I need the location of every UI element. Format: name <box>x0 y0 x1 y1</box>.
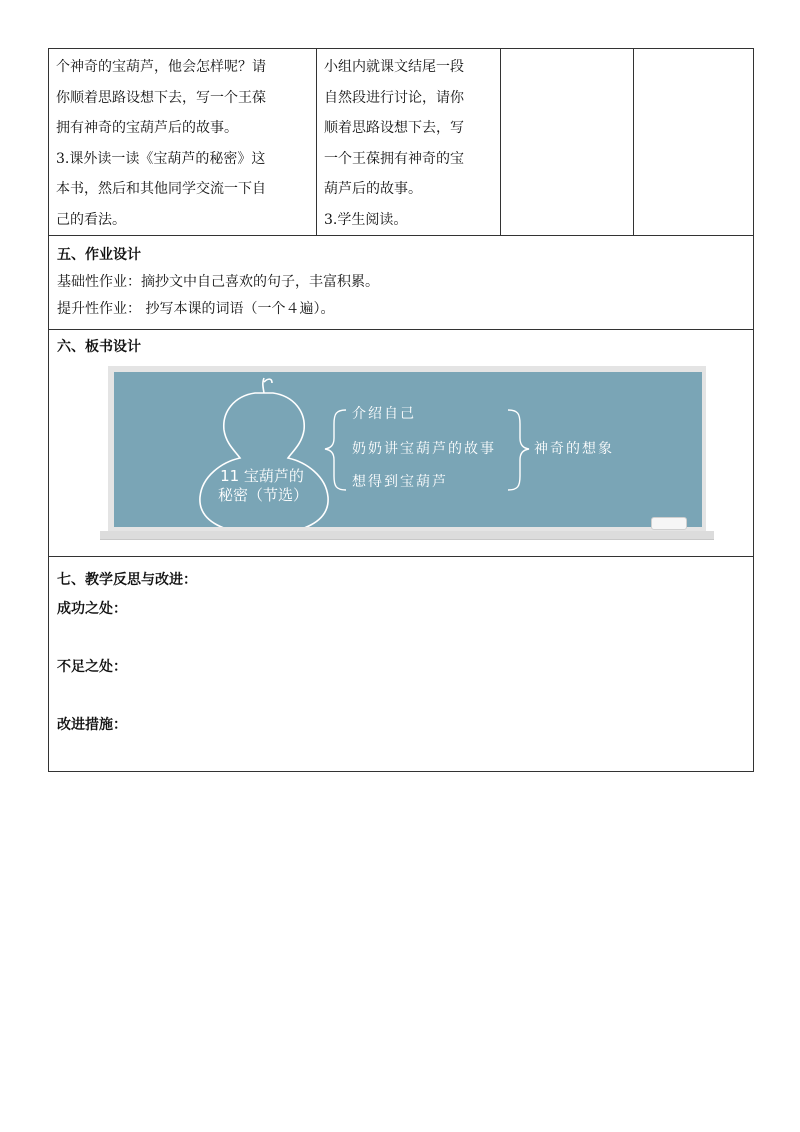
empty-cell <box>634 49 754 236</box>
blackboard-row <box>49 330 754 557</box>
eraser <box>651 517 687 530</box>
blackboard-cell <box>49 330 754 557</box>
text-line: 拥有神奇的宝葫芦后的故事。 <box>56 120 238 136</box>
text-line: 自然段进行讨论，请你 <box>324 89 464 106</box>
board-item-3: 想得到宝葫芦 <box>352 474 448 490</box>
homework-row <box>49 236 754 330</box>
gourd-outline <box>200 393 328 527</box>
text-line: 本书，然后和其他同学交流一下自 <box>56 181 266 197</box>
teacher-activity-cell <box>49 49 317 236</box>
chalk-ledge <box>100 531 714 540</box>
text-line: 个神奇的宝葫芦，他会怎样呢？请 <box>56 59 266 75</box>
blackboard <box>114 372 702 527</box>
reflection-row <box>49 557 754 772</box>
board-item-2: 奶奶讲宝葫芦的故事 <box>352 441 496 457</box>
basic-homework: 基础性作业：摘抄文中自己喜欢的句子，丰富积累。 <box>57 274 379 290</box>
text-line: 葫芦后的故事。 <box>324 181 422 197</box>
advanced-homework: 提升性作业： 抄写本课的词语（一个４遍）。 <box>57 301 335 317</box>
empty-cell <box>501 49 634 236</box>
shortcoming-label: 不足之处： <box>57 659 127 675</box>
section-title-homework: 五、作业设计 <box>57 247 141 263</box>
gourd-stem <box>263 378 272 393</box>
text-line: 一个王葆拥有神奇的宝 <box>324 150 464 167</box>
activity-row <box>49 49 754 236</box>
success-label: 成功之处： <box>57 601 127 617</box>
board-conclusion: 神奇的想象 <box>534 441 614 457</box>
right-brace <box>508 410 529 490</box>
text-line: 己的看法。 <box>56 211 126 228</box>
board-item-1: 介绍自己 <box>352 406 416 422</box>
text-line: 顺着思路设想下去，写 <box>324 120 464 136</box>
gourd-title-line1: 11 宝葫芦的 <box>220 467 304 485</box>
section-title-blackboard: 六、板书设计 <box>57 339 141 355</box>
gourd-title-line2: 秘密（节选） <box>217 486 309 504</box>
reflection-cell <box>49 557 754 772</box>
student-activity-cell <box>317 49 501 236</box>
homework-cell <box>49 236 754 330</box>
improvement-label: 改进措施： <box>57 717 127 733</box>
text-line: 3.学生阅读。 <box>324 211 408 228</box>
text-line: 3.课外读一读《宝葫芦的秘密》这 <box>56 150 266 167</box>
chalk-drawing <box>114 372 702 527</box>
left-brace <box>325 410 346 490</box>
blackboard-illustration <box>100 363 714 543</box>
section-title-reflection: 七、教学反思与改进： <box>57 572 197 588</box>
text-line: 你顺着思路设想下去，写一个王葆 <box>56 89 266 106</box>
lesson-plan-table <box>48 48 754 772</box>
text-line: 小组内就课文结尾一段 <box>324 59 464 75</box>
